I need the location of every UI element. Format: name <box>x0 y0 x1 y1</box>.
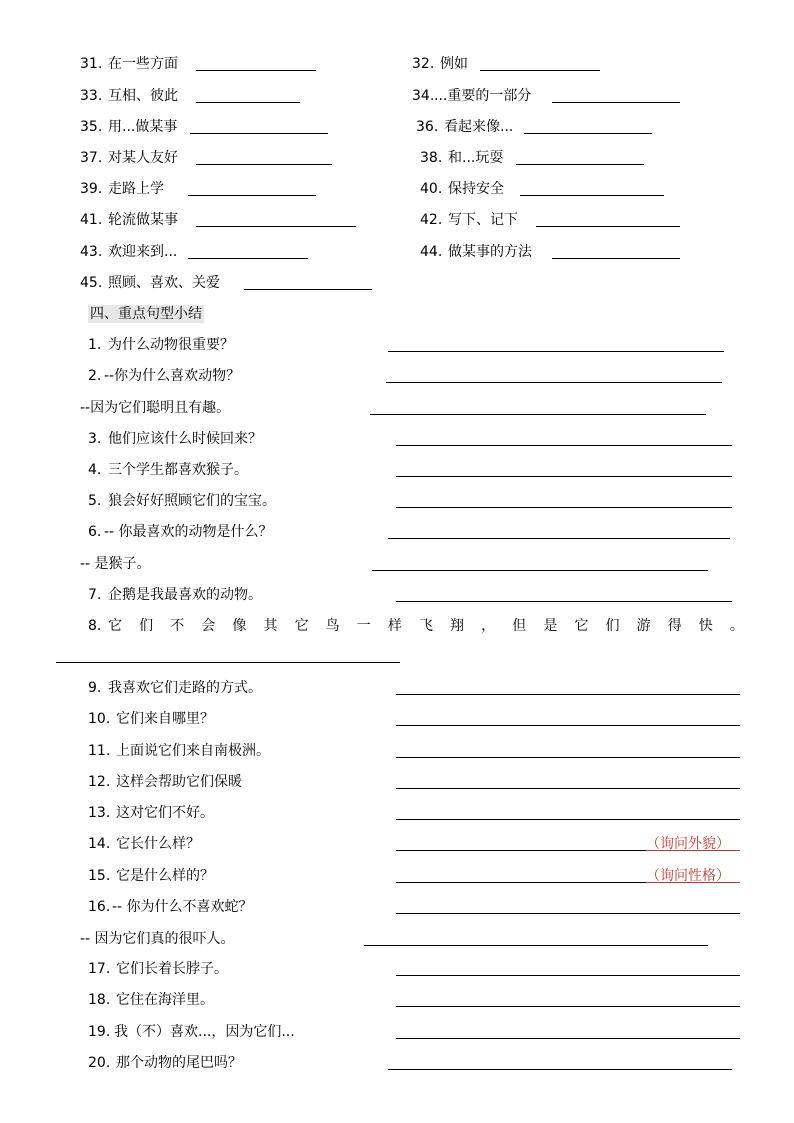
phrase-text: 轮流做某事 <box>108 212 178 228</box>
phrase-text: 和...玩耍 <box>448 150 504 166</box>
answer-blank[interactable] <box>372 570 708 571</box>
answer-blank[interactable] <box>524 133 652 134</box>
phrase-number: 39. <box>80 181 103 197</box>
answer-blank[interactable] <box>396 757 740 758</box>
sentence-number: 2. <box>88 368 102 384</box>
hint-underline <box>646 882 740 883</box>
answer-blank[interactable] <box>388 538 730 539</box>
sentence-text: 狼会好好照顾它们的宝宝。 <box>108 493 276 509</box>
sentence-text: 为什么动物很重要？ <box>108 337 234 353</box>
sentence-text: -- 是猴子。 <box>80 556 151 572</box>
answer-blank[interactable] <box>396 819 740 820</box>
sentence-number: 18. <box>88 992 111 1008</box>
answer-blank[interactable] <box>396 445 732 446</box>
answer-blank[interactable] <box>552 258 680 259</box>
sentence-text: 我喜欢它们走路的方式。 <box>108 680 262 696</box>
answer-blank[interactable] <box>396 913 740 914</box>
sentence-number: 9. <box>88 680 102 696</box>
answer-blank[interactable] <box>396 975 740 976</box>
answer-blank[interactable] <box>520 195 664 196</box>
sentence-char: 像 <box>232 618 247 634</box>
answer-blank[interactable] <box>396 1038 740 1039</box>
phrase-number: 31. <box>80 56 103 72</box>
sentence-number: 16. <box>88 899 111 915</box>
sentence-text: --你为什么喜欢动物？ <box>104 368 241 384</box>
answer-blank[interactable] <box>396 1006 740 1007</box>
sentence-char: 得 <box>667 618 682 634</box>
answer-blank[interactable] <box>386 382 722 383</box>
answer-blank[interactable] <box>364 945 708 946</box>
answer-blank[interactable] <box>196 164 332 165</box>
answer-blank[interactable] <box>396 850 646 851</box>
phrase-number: 36. <box>416 119 439 135</box>
sentence-number: 6. <box>88 524 102 540</box>
phrase-number: 41. <box>80 212 103 228</box>
sentence-char: 但 <box>512 618 527 634</box>
answer-blank[interactable] <box>396 601 732 602</box>
sentence-text: -- 你为什么不喜欢蛇？ <box>112 899 253 915</box>
sentence-char: 快 <box>698 618 713 634</box>
answer-blank[interactable] <box>396 882 646 883</box>
phrase-text: ...重要的一部分 <box>434 88 532 104</box>
sentence-text: 它长什么样？ <box>116 836 200 852</box>
hint-underline <box>646 850 740 851</box>
answer-blank[interactable] <box>552 102 680 103</box>
sentence-number: 7. <box>88 587 102 603</box>
sentence-char: ， <box>481 618 496 634</box>
answer-blank[interactable] <box>190 133 328 134</box>
sentence-number: 8. <box>88 618 102 634</box>
answer-blank[interactable] <box>388 351 724 352</box>
answer-blank[interactable] <box>188 195 316 196</box>
phrase-text: 保持安全 <box>448 181 504 197</box>
phrase-text: 在一些方面 <box>108 56 178 72</box>
sentence-char: 样 <box>387 618 402 634</box>
hint-note: （询问性格） <box>646 868 730 884</box>
sentence-char: 它 <box>294 618 309 634</box>
sentence-text: 我（不）喜欢...，因为它们... <box>114 1024 295 1040</box>
hint-note: （询问外貌） <box>646 836 730 852</box>
section-title: 四、重点句型小结 <box>90 306 202 322</box>
sentence-char: 们 <box>139 618 154 634</box>
sentence-text: --因为它们聪明且有趣。 <box>80 400 231 416</box>
sentence-text: -- 因为它们真的很吓人。 <box>80 931 235 947</box>
answer-blank[interactable] <box>396 694 740 695</box>
sentence-text: 这样会帮助它们保暖 <box>116 774 242 790</box>
sentence-char: 。 <box>729 618 744 634</box>
sentence-char: 一 <box>356 618 371 634</box>
sentence-text: 这对它们不好。 <box>116 805 214 821</box>
phrase-number: 32. <box>412 56 435 72</box>
sentence-text: 它们来自哪里？ <box>116 711 214 727</box>
phrase-number: 38. <box>420 150 443 166</box>
answer-blank[interactable] <box>396 507 732 508</box>
answer-blank[interactable] <box>396 476 732 477</box>
answer-blank[interactable] <box>244 289 372 290</box>
answer-blank[interactable] <box>370 414 706 415</box>
sentence-text: 它们长着长脖子。 <box>116 961 228 977</box>
sentence-char: 飞 <box>418 618 433 634</box>
phrase-text: 走路上学 <box>108 181 164 197</box>
sentence-number: 14. <box>88 836 111 852</box>
phrase-number: 33. <box>80 88 103 104</box>
answer-blank[interactable] <box>396 725 740 726</box>
phrase-number: 43. <box>80 244 103 260</box>
answer-blank[interactable] <box>516 164 644 165</box>
sentence-number: 20. <box>88 1055 111 1071</box>
sentence-number: 17. <box>88 961 111 977</box>
sentence-char: 是 <box>543 618 558 634</box>
sentence-number: 19. <box>88 1024 111 1040</box>
sentence-char: 鸟 <box>325 618 340 634</box>
sentence-char: 游 <box>636 618 651 634</box>
phrase-text: 例如 <box>440 56 468 72</box>
sentence-text: 企鹅是我最喜欢的动物。 <box>108 587 262 603</box>
phrase-number: 42. <box>420 212 443 228</box>
phrase-text: 互相、彼此 <box>108 88 178 104</box>
sentence-number: 4. <box>88 462 102 478</box>
answer-blank[interactable] <box>56 662 400 663</box>
sentence-number: 3. <box>88 431 102 447</box>
sentence-char: 们 <box>605 618 620 634</box>
answer-blank[interactable] <box>196 70 316 71</box>
phrase-number: 34. <box>412 88 435 104</box>
phrase-number: 45. <box>80 275 103 291</box>
phrase-number: 40. <box>420 181 443 197</box>
sentence-text: 上面说它们来自南极洲。 <box>116 743 270 759</box>
sentence-char: 其 <box>263 618 278 634</box>
sentence-text: 三个学生都喜欢猴子。 <box>108 462 248 478</box>
phrase-text: 看起来像... <box>444 119 514 135</box>
phrase-text: 用...做某事 <box>108 119 178 135</box>
answer-blank[interactable] <box>536 226 680 227</box>
answer-blank[interactable] <box>388 1069 732 1070</box>
sentence-number: 13. <box>88 805 111 821</box>
sentence-number: 10. <box>88 711 111 727</box>
phrase-text: 欢迎来到... <box>108 244 178 260</box>
phrase-text: 做某事的方法 <box>448 244 532 260</box>
sentence-char: 它 <box>574 618 589 634</box>
sentence-number: 11. <box>88 743 111 759</box>
phrase-number: 44. <box>420 244 443 260</box>
phrase-number: 37. <box>80 150 103 166</box>
sentence-text: -- 你最喜欢的动物是什么？ <box>104 524 273 540</box>
answer-blank[interactable] <box>196 226 356 227</box>
phrase-text: 写下、记下 <box>448 212 518 228</box>
sentence-char: 它 <box>108 618 122 634</box>
sentence-number: 15. <box>88 868 111 884</box>
sentence-char: 会 <box>201 618 216 634</box>
sentence-char: 翔 <box>450 618 465 634</box>
answer-blank[interactable] <box>396 788 740 789</box>
sentence-number: 5. <box>88 493 102 509</box>
sentence-number: 1. <box>88 337 102 353</box>
sentence-text: 他们应该什么时候回来？ <box>108 431 262 447</box>
sentence-text: 那个动物的尾巴吗？ <box>116 1055 242 1071</box>
phrase-text: 对某人友好 <box>108 150 178 166</box>
phrase-number: 35. <box>80 119 103 135</box>
sentence-char: 不 <box>170 618 185 634</box>
sentence-number: 12. <box>88 774 111 790</box>
sentence-text-justified <box>108 617 744 635</box>
sentence-text: 它是什么样的？ <box>116 868 214 884</box>
sentence-text: 它住在海洋里。 <box>116 992 214 1008</box>
answer-blank[interactable] <box>188 258 308 259</box>
answer-blank[interactable] <box>480 70 600 71</box>
phrase-text: 照顾、喜欢、关爱 <box>108 275 220 291</box>
answer-blank[interactable] <box>196 102 300 103</box>
